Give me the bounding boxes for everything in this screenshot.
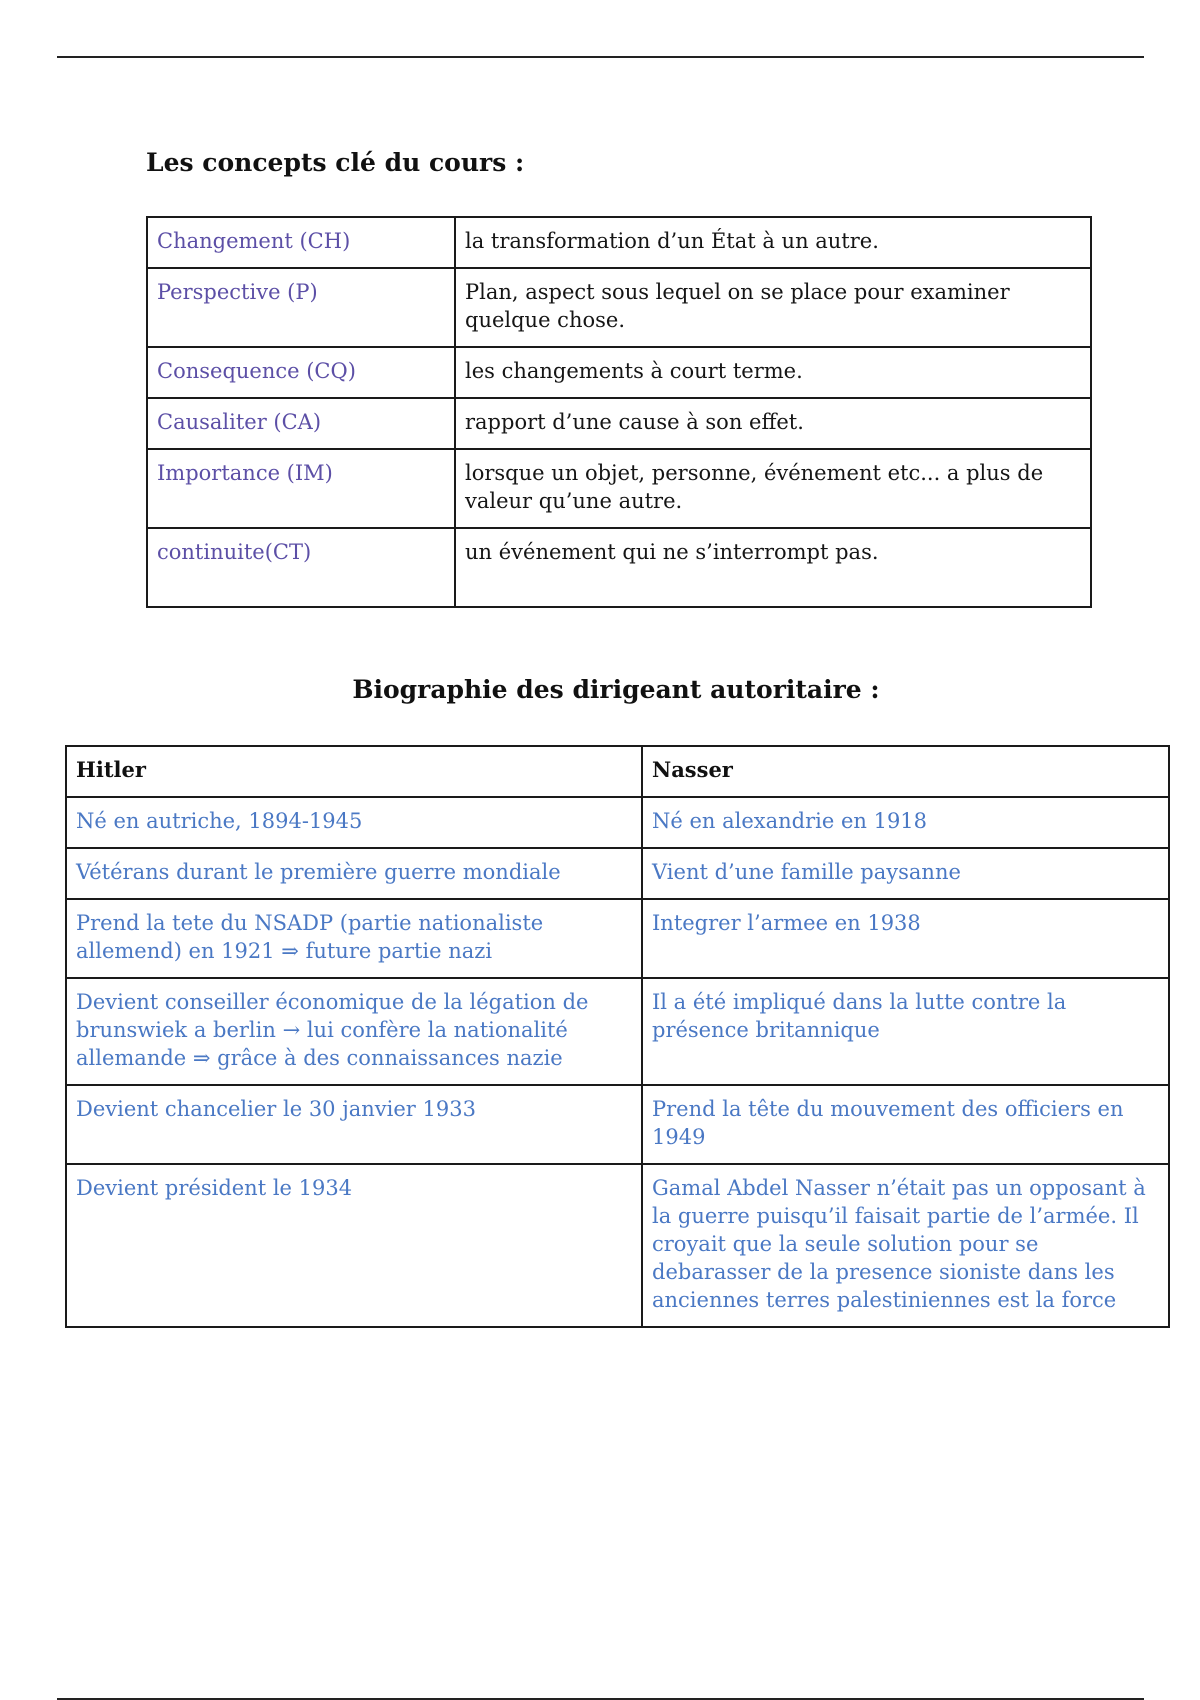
concept-term: Causaliter (CA) [147, 398, 455, 449]
concept-term: Consequence (CQ) [147, 347, 455, 398]
hitler-cell: Devient président le 1934 [66, 1164, 642, 1327]
concept-term: Perspective (P) [147, 268, 455, 347]
table-row [147, 217, 1091, 268]
nasser-cell: Integrer l’armee en 1938 [642, 899, 1169, 978]
biography-heading: Biographie des dirigeant autoritaire : [352, 675, 880, 704]
table-row [147, 268, 1091, 347]
column-header-hitler: Hitler [66, 746, 642, 797]
table-row [147, 528, 1091, 607]
nasser-cell: Vient d’une famille paysanne [642, 848, 1169, 899]
concepts-heading: Les concepts clé du cours : [146, 148, 525, 177]
concept-definition: Plan, aspect sous lequel on se place pour examiner quelque chose. [455, 268, 1091, 347]
hitler-cell: Devient conseiller économique de la légation de brunswiek a berlin → lui confère la nationalité allemande ⇒ grâce à des connaissances nazie [66, 978, 642, 1085]
table-row [147, 449, 1091, 528]
column-header-nasser: Nasser [642, 746, 1169, 797]
hitler-cell: Devient chancelier le 30 janvier 1933 [66, 1085, 642, 1164]
table-row [66, 848, 1169, 899]
concept-term: Importance (IM) [147, 449, 455, 528]
table-header-row [66, 746, 1169, 797]
concept-term: continuite(CT) [147, 528, 455, 607]
table-row [147, 347, 1091, 398]
table-row [66, 1164, 1169, 1327]
concepts-table [146, 216, 1092, 608]
nasser-cell: Né en alexandrie en 1918 [642, 797, 1169, 848]
concept-term: Changement (CH) [147, 217, 455, 268]
nasser-cell: Gamal Abdel Nasser n’était pas un opposant à la guerre puisqu’il faisait partie de l’armée. Il croyait que la seule solution pour se debarasser de la presence sioniste dans les anciennes terres palestiniennes est la force [642, 1164, 1169, 1327]
concept-definition: rapport d’une cause à son effet. [455, 398, 1091, 449]
concept-definition: la transformation d’un État à un autre. [455, 217, 1091, 268]
table-row [66, 797, 1169, 848]
concept-definition: un événement qui ne s’interrompt pas. [455, 528, 1091, 607]
nasser-cell: Prend la tête du mouvement des officiers en 1949 [642, 1085, 1169, 1164]
nasser-cell: Il a été impliqué dans la lutte contre la présence britannique [642, 978, 1169, 1085]
hitler-cell: Prend la tete du NSADP (partie nationaliste allemend) en 1921 ⇒ future partie nazi [66, 899, 642, 978]
table-row [66, 899, 1169, 978]
table-row [147, 398, 1091, 449]
biography-table [65, 745, 1170, 1328]
hitler-cell: Né en autriche, 1894-1945 [66, 797, 642, 848]
concept-definition: les changements à court terme. [455, 347, 1091, 398]
table-row [66, 978, 1169, 1085]
hitler-cell: Vétérans durant le première guerre mondiale [66, 848, 642, 899]
top-rule [57, 56, 1144, 58]
table-row [66, 1085, 1169, 1164]
concept-definition: lorsque un objet, personne, événement etc... a plus de valeur qu’une autre. [455, 449, 1091, 528]
